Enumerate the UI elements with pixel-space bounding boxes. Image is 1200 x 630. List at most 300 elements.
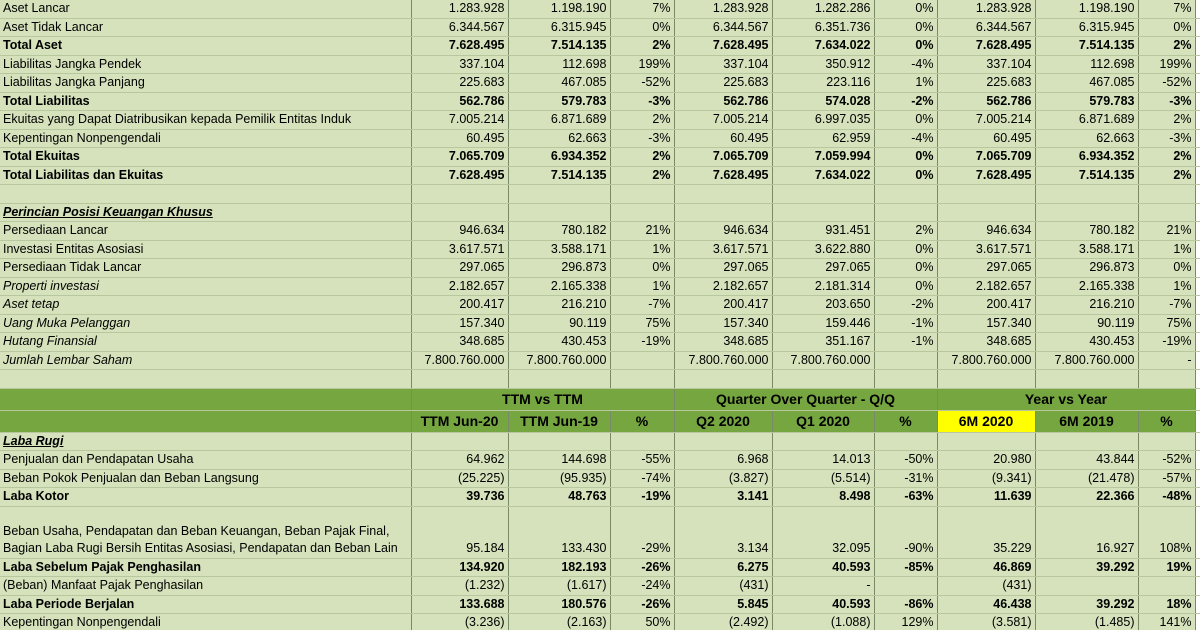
value-cell[interactable]: 60.495	[411, 129, 508, 148]
percent-change-cell[interactable]	[1138, 432, 1195, 451]
value-cell[interactable]: 48.763	[508, 488, 610, 507]
value-cell[interactable]	[772, 432, 874, 451]
value-cell[interactable]: 62.959	[772, 129, 874, 148]
percent-change-cell[interactable]	[874, 185, 937, 204]
percent-change-cell[interactable]	[874, 432, 937, 451]
value-cell[interactable]	[508, 432, 610, 451]
value-cell[interactable]: 348.685	[674, 333, 772, 352]
value-cell[interactable]: 579.783	[508, 92, 610, 111]
value-cell[interactable]: (431)	[937, 577, 1035, 596]
value-cell[interactable]: (3.236)	[411, 614, 508, 630]
value-cell[interactable]: 946.634	[674, 222, 772, 241]
value-cell[interactable]: (1.617)	[508, 577, 610, 596]
percent-change-cell[interactable]: -31%	[874, 469, 937, 488]
value-cell[interactable]: 90.119	[508, 314, 610, 333]
percent-change-cell[interactable]: -48%	[1138, 488, 1195, 507]
value-cell[interactable]: 7.628.495	[411, 37, 508, 56]
value-cell[interactable]: 182.193	[508, 558, 610, 577]
percent-change-cell[interactable]: -24%	[610, 577, 674, 596]
value-cell[interactable]: 157.340	[674, 314, 772, 333]
percent-change-cell[interactable]: -55%	[610, 451, 674, 470]
col-qoq-pct[interactable]: %	[874, 410, 937, 432]
value-cell[interactable]: 39.736	[411, 488, 508, 507]
percent-change-cell[interactable]: 0%	[874, 240, 937, 259]
percent-change-cell[interactable]: 0%	[874, 148, 937, 167]
percent-change-cell[interactable]: -26%	[610, 595, 674, 614]
percent-change-cell[interactable]: -52%	[610, 74, 674, 93]
value-cell[interactable]: 46.438	[937, 595, 1035, 614]
value-cell[interactable]: 62.663	[1035, 129, 1138, 148]
row-label-cell[interactable]: Persediaan Lancar	[0, 222, 411, 241]
value-cell[interactable]: (21.478)	[1035, 469, 1138, 488]
value-cell[interactable]: 579.783	[1035, 92, 1138, 111]
percent-change-cell[interactable]: -2%	[874, 92, 937, 111]
percent-change-cell[interactable]: -63%	[874, 488, 937, 507]
col-yoy-pct[interactable]: %	[1138, 410, 1195, 432]
value-cell[interactable]: 297.065	[772, 259, 874, 278]
value-cell[interactable]: (2.163)	[508, 614, 610, 630]
value-cell[interactable]: 11.639	[937, 488, 1035, 507]
value-cell[interactable]: 112.698	[1035, 55, 1138, 74]
value-cell[interactable]: 7.059.994	[772, 148, 874, 167]
value-cell[interactable]	[772, 370, 874, 389]
row-label-cell[interactable]: Beban Pokok Penjualan dan Beban Langsung	[0, 469, 411, 488]
row-label-cell[interactable]: Beban Usaha, Pendapatan dan Beban Keuangan, Beban Pajak Final, Bagian Laba Rugi Bersih Entitas Asosiasi, Pendapatan dan Beban Lain	[0, 506, 411, 558]
value-cell[interactable]: 296.873	[1035, 259, 1138, 278]
value-cell[interactable]: 780.182	[1035, 222, 1138, 241]
percent-change-cell[interactable]: 0%	[874, 18, 937, 37]
percent-change-cell[interactable]: 21%	[610, 222, 674, 241]
value-cell[interactable]: 7.800.760.000	[674, 351, 772, 370]
percent-change-cell[interactable]: 2%	[1138, 166, 1195, 185]
value-cell[interactable]: 6.934.352	[508, 148, 610, 167]
value-cell[interactable]: 7.005.214	[674, 111, 772, 130]
percent-change-cell[interactable]: 2%	[610, 37, 674, 56]
percent-change-cell[interactable]: 0%	[610, 18, 674, 37]
value-cell[interactable]: 1.282.286	[772, 0, 874, 18]
percent-change-cell[interactable]: 75%	[1138, 314, 1195, 333]
percent-change-cell[interactable]: 199%	[610, 55, 674, 74]
row-label-cell[interactable]: Penjualan dan Pendapatan Usaha	[0, 451, 411, 470]
value-cell[interactable]: 3.134	[674, 506, 772, 558]
value-cell[interactable]: 6.344.567	[674, 18, 772, 37]
percent-change-cell[interactable]: -	[1138, 351, 1195, 370]
row-label-cell[interactable]: Hutang Finansial	[0, 333, 411, 352]
row-label-cell[interactable]: Properti investasi	[0, 277, 411, 296]
value-cell[interactable]: 1.283.928	[411, 0, 508, 18]
value-cell[interactable]	[937, 203, 1035, 222]
value-cell[interactable]	[674, 432, 772, 451]
value-cell[interactable]: 60.495	[937, 129, 1035, 148]
value-cell[interactable]: 7.628.495	[674, 37, 772, 56]
value-cell[interactable]: 200.417	[674, 296, 772, 315]
value-cell[interactable]: 337.104	[674, 55, 772, 74]
value-cell[interactable]: 7.800.760.000	[772, 351, 874, 370]
value-cell[interactable]: 7.514.135	[508, 37, 610, 56]
percent-change-cell[interactable]: -7%	[1138, 296, 1195, 315]
value-cell[interactable]: 7.628.495	[674, 166, 772, 185]
value-cell[interactable]	[508, 203, 610, 222]
col-q1-2020[interactable]: Q1 2020	[772, 410, 874, 432]
percent-change-cell[interactable]: 1%	[1138, 240, 1195, 259]
value-cell[interactable]: 337.104	[937, 55, 1035, 74]
row-label-cell[interactable]: Liabilitas Jangka Pendek	[0, 55, 411, 74]
percent-change-cell[interactable]: -57%	[1138, 469, 1195, 488]
percent-change-cell[interactable]	[610, 185, 674, 204]
row-label-cell[interactable]: Liabilitas Jangka Panjang	[0, 74, 411, 93]
value-cell[interactable]: 946.634	[937, 222, 1035, 241]
value-cell[interactable]: 350.912	[772, 55, 874, 74]
percent-change-cell[interactable]: 19%	[1138, 558, 1195, 577]
percent-change-cell[interactable]: 2%	[1138, 111, 1195, 130]
row-label-cell[interactable]: Laba Periode Berjalan	[0, 595, 411, 614]
value-cell[interactable]: 3.617.571	[674, 240, 772, 259]
percent-change-cell[interactable]: 50%	[610, 614, 674, 630]
percent-change-cell[interactable]: 2%	[1138, 148, 1195, 167]
value-cell[interactable]: (9.341)	[937, 469, 1035, 488]
row-label-cell[interactable]: Total Aset	[0, 37, 411, 56]
value-cell[interactable]: 7.065.709	[937, 148, 1035, 167]
value-cell[interactable]	[772, 185, 874, 204]
value-cell[interactable]: 7.634.022	[772, 166, 874, 185]
value-cell[interactable]: 1.283.928	[674, 0, 772, 18]
value-cell[interactable]: 3.588.171	[508, 240, 610, 259]
percent-change-cell[interactable]: -1%	[874, 333, 937, 352]
percent-change-cell[interactable]: -90%	[874, 506, 937, 558]
value-cell[interactable]	[508, 185, 610, 204]
value-cell[interactable]: 14.013	[772, 451, 874, 470]
value-cell[interactable]	[411, 185, 508, 204]
value-cell[interactable]: 6.315.945	[1035, 18, 1138, 37]
value-cell[interactable]: 7.005.214	[937, 111, 1035, 130]
percent-change-cell[interactable]: -74%	[610, 469, 674, 488]
value-cell[interactable]: 7.514.135	[508, 166, 610, 185]
percent-change-cell[interactable]: -52%	[1138, 74, 1195, 93]
value-cell[interactable]: 64.962	[411, 451, 508, 470]
value-cell[interactable]: 6.934.352	[1035, 148, 1138, 167]
value-cell[interactable]: 6.275	[674, 558, 772, 577]
percent-change-cell[interactable]: 2%	[610, 111, 674, 130]
value-cell[interactable]: 3.141	[674, 488, 772, 507]
value-cell[interactable]: 8.498	[772, 488, 874, 507]
value-cell[interactable]: 2.181.314	[772, 277, 874, 296]
value-cell[interactable]	[772, 203, 874, 222]
percent-change-cell[interactable]: -3%	[1138, 92, 1195, 111]
value-cell[interactable]: 159.446	[772, 314, 874, 333]
value-cell[interactable]: (1.232)	[411, 577, 508, 596]
row-label-cell[interactable]: Perincian Posisi Keuangan Khusus	[0, 203, 411, 222]
percent-change-cell[interactable]: 1%	[610, 240, 674, 259]
value-cell[interactable]: 7.628.495	[411, 166, 508, 185]
header-group-yoy[interactable]: Year vs Year	[937, 388, 1195, 410]
header-blank-cell[interactable]	[0, 388, 411, 410]
value-cell[interactable]: 6.968	[674, 451, 772, 470]
value-cell[interactable]: 43.844	[1035, 451, 1138, 470]
value-cell[interactable]: (95.935)	[508, 469, 610, 488]
value-cell[interactable]: 946.634	[411, 222, 508, 241]
value-cell[interactable]: 180.576	[508, 595, 610, 614]
row-label-cell[interactable]: (Beban) Manfaat Pajak Penghasilan	[0, 577, 411, 596]
row-label-cell[interactable]: Kepentingan Nonpengendali	[0, 129, 411, 148]
value-cell[interactable]: 1.283.928	[937, 0, 1035, 18]
value-cell[interactable]: 20.980	[937, 451, 1035, 470]
percent-change-cell[interactable]	[874, 203, 937, 222]
value-cell[interactable]: 16.927	[1035, 506, 1138, 558]
percent-change-cell[interactable]: 199%	[1138, 55, 1195, 74]
value-cell[interactable]: 348.685	[937, 333, 1035, 352]
value-cell[interactable]: 225.683	[674, 74, 772, 93]
value-cell[interactable]: 157.340	[937, 314, 1035, 333]
row-label-cell[interactable]: Total Liabilitas	[0, 92, 411, 111]
value-cell[interactable]: 60.495	[674, 129, 772, 148]
percent-change-cell[interactable]: -50%	[874, 451, 937, 470]
percent-change-cell[interactable]: 108%	[1138, 506, 1195, 558]
value-cell[interactable]: 62.663	[508, 129, 610, 148]
header-group-ttm[interactable]: TTM vs TTM	[411, 388, 674, 410]
value-cell[interactable]: 7.065.709	[674, 148, 772, 167]
percent-change-cell[interactable]: 0%	[874, 259, 937, 278]
value-cell[interactable]: 95.184	[411, 506, 508, 558]
row-label-cell[interactable]: Investasi Entitas Asosiasi	[0, 240, 411, 259]
percent-change-cell[interactable]: 2%	[610, 166, 674, 185]
value-cell[interactable]: 7.800.760.000	[937, 351, 1035, 370]
value-cell[interactable]: 7.800.760.000	[1035, 351, 1138, 370]
value-cell[interactable]: 6.351.736	[772, 18, 874, 37]
value-cell[interactable]: 133.688	[411, 595, 508, 614]
value-cell[interactable]: (5.514)	[772, 469, 874, 488]
row-label-cell[interactable]: Aset Tidak Lancar	[0, 18, 411, 37]
value-cell[interactable]: 39.292	[1035, 595, 1138, 614]
percent-change-cell[interactable]: -19%	[610, 333, 674, 352]
value-cell[interactable]	[1035, 577, 1138, 596]
value-cell[interactable]: 7.628.495	[937, 166, 1035, 185]
value-cell[interactable]: 216.210	[508, 296, 610, 315]
value-cell[interactable]: 7.634.022	[772, 37, 874, 56]
value-cell[interactable]: 430.453	[508, 333, 610, 352]
percent-change-cell[interactable]	[874, 351, 937, 370]
value-cell[interactable]: 562.786	[674, 92, 772, 111]
row-label-cell[interactable]: Laba Kotor	[0, 488, 411, 507]
row-label-cell[interactable]	[0, 185, 411, 204]
value-cell[interactable]: 134.920	[411, 558, 508, 577]
percent-change-cell[interactable]: -1%	[874, 314, 937, 333]
value-cell[interactable]: 112.698	[508, 55, 610, 74]
value-cell[interactable]	[1035, 185, 1138, 204]
value-cell[interactable]: 7.065.709	[411, 148, 508, 167]
value-cell[interactable]: 1.198.190	[508, 0, 610, 18]
percent-change-cell[interactable]: 0%	[874, 277, 937, 296]
value-cell[interactable]: 6.344.567	[937, 18, 1035, 37]
value-cell[interactable]: 3.617.571	[411, 240, 508, 259]
value-cell[interactable]	[674, 185, 772, 204]
value-cell[interactable]: 6.871.689	[508, 111, 610, 130]
percent-change-cell[interactable]: -86%	[874, 595, 937, 614]
percent-change-cell[interactable]: 0%	[1138, 18, 1195, 37]
value-cell[interactable]: 3.588.171	[1035, 240, 1138, 259]
value-cell[interactable]: (25.225)	[411, 469, 508, 488]
value-cell[interactable]: -	[772, 577, 874, 596]
percent-change-cell[interactable]	[1138, 577, 1195, 596]
value-cell[interactable]: 2.182.657	[411, 277, 508, 296]
percent-change-cell[interactable]: -3%	[1138, 129, 1195, 148]
percent-change-cell[interactable]: 1%	[1138, 277, 1195, 296]
row-label-cell[interactable]: Laba Sebelum Pajak Penghasilan	[0, 558, 411, 577]
value-cell[interactable]: 39.292	[1035, 558, 1138, 577]
percent-change-cell[interactable]: 1%	[610, 277, 674, 296]
percent-change-cell[interactable]	[1138, 203, 1195, 222]
value-cell[interactable]	[411, 432, 508, 451]
row-label-cell[interactable]: Kepentingan Nonpengendali	[0, 614, 411, 630]
row-label-cell[interactable]: Persediaan Tidak Lancar	[0, 259, 411, 278]
value-cell[interactable]: 780.182	[508, 222, 610, 241]
value-cell[interactable]: 297.065	[674, 259, 772, 278]
percent-change-cell[interactable]: -7%	[610, 296, 674, 315]
row-label-cell[interactable]: Total Ekuitas	[0, 148, 411, 167]
value-cell[interactable]: 7.005.214	[411, 111, 508, 130]
value-cell[interactable]: 5.845	[674, 595, 772, 614]
row-label-cell[interactable]: Aset tetap	[0, 296, 411, 315]
percent-change-cell[interactable]: -4%	[874, 55, 937, 74]
value-cell[interactable]: 3.622.880	[772, 240, 874, 259]
value-cell[interactable]: 430.453	[1035, 333, 1138, 352]
value-cell[interactable]: 351.167	[772, 333, 874, 352]
value-cell[interactable]: 133.430	[508, 506, 610, 558]
percent-change-cell[interactable]	[1138, 185, 1195, 204]
col-q2-2020[interactable]: Q2 2020	[674, 410, 772, 432]
value-cell[interactable]: 203.650	[772, 296, 874, 315]
value-cell[interactable]	[508, 370, 610, 389]
value-cell[interactable]: 200.417	[411, 296, 508, 315]
percent-change-cell[interactable]	[874, 370, 937, 389]
value-cell[interactable]: 2.182.657	[674, 277, 772, 296]
value-cell[interactable]: 40.593	[772, 595, 874, 614]
value-cell[interactable]: 1.198.190	[1035, 0, 1138, 18]
percent-change-cell[interactable]: -3%	[610, 129, 674, 148]
value-cell[interactable]	[1035, 203, 1138, 222]
value-cell[interactable]	[674, 203, 772, 222]
value-cell[interactable]: 296.873	[508, 259, 610, 278]
percent-change-cell[interactable]: 21%	[1138, 222, 1195, 241]
value-cell[interactable]: 2.165.338	[1035, 277, 1138, 296]
value-cell[interactable]: 144.698	[508, 451, 610, 470]
percent-change-cell[interactable]: 75%	[610, 314, 674, 333]
percent-change-cell[interactable]: 0%	[874, 111, 937, 130]
col-ttm-jun20[interactable]: TTM Jun-20	[411, 410, 508, 432]
percent-change-cell[interactable]: 2%	[610, 148, 674, 167]
value-cell[interactable]: 40.593	[772, 558, 874, 577]
value-cell[interactable]	[1035, 370, 1138, 389]
percent-change-cell[interactable]	[874, 577, 937, 596]
percent-change-cell[interactable]: 7%	[1138, 0, 1195, 18]
value-cell[interactable]: 157.340	[411, 314, 508, 333]
value-cell[interactable]: 337.104	[411, 55, 508, 74]
value-cell[interactable]: 200.417	[937, 296, 1035, 315]
percent-change-cell[interactable]: 18%	[1138, 595, 1195, 614]
percent-change-cell[interactable]: -2%	[874, 296, 937, 315]
value-cell[interactable]: 7.800.760.000	[411, 351, 508, 370]
value-cell[interactable]: 7.514.135	[1035, 166, 1138, 185]
col-ttm-jun19[interactable]: TTM Jun-19	[508, 410, 610, 432]
percent-change-cell[interactable]: 2%	[874, 222, 937, 241]
value-cell[interactable]: 467.085	[1035, 74, 1138, 93]
value-cell[interactable]: 562.786	[411, 92, 508, 111]
value-cell[interactable]: 467.085	[508, 74, 610, 93]
value-cell[interactable]: 216.210	[1035, 296, 1138, 315]
col-6m-2020-selected[interactable]: 6M 2020	[937, 410, 1035, 432]
percent-change-cell[interactable]	[610, 370, 674, 389]
value-cell[interactable]	[937, 432, 1035, 451]
value-cell[interactable]	[411, 370, 508, 389]
percent-change-cell[interactable]: -19%	[1138, 333, 1195, 352]
row-label-cell[interactable]	[0, 370, 411, 389]
value-cell[interactable]: (3.581)	[937, 614, 1035, 630]
value-cell[interactable]: 6.871.689	[1035, 111, 1138, 130]
value-cell[interactable]: 6.344.567	[411, 18, 508, 37]
row-label-cell[interactable]: Aset Lancar	[0, 0, 411, 18]
percent-change-cell[interactable]: -19%	[610, 488, 674, 507]
percent-change-cell[interactable]: -3%	[610, 92, 674, 111]
value-cell[interactable]: 574.028	[772, 92, 874, 111]
row-label-cell[interactable]: Total Liabilitas dan Ekuitas	[0, 166, 411, 185]
value-cell[interactable]: (431)	[674, 577, 772, 596]
value-cell[interactable]: 297.065	[411, 259, 508, 278]
percent-change-cell[interactable]: 0%	[874, 0, 937, 18]
value-cell[interactable]: 7.514.135	[1035, 37, 1138, 56]
header-group-qoq[interactable]: Quarter Over Quarter - Q/Q	[674, 388, 937, 410]
value-cell[interactable]	[937, 185, 1035, 204]
percent-change-cell[interactable]: -29%	[610, 506, 674, 558]
value-cell[interactable]: 46.869	[937, 558, 1035, 577]
value-cell[interactable]: (1.088)	[772, 614, 874, 630]
percent-change-cell[interactable]: 0%	[1138, 259, 1195, 278]
percent-change-cell[interactable]: 0%	[874, 37, 937, 56]
percent-change-cell[interactable]: -26%	[610, 558, 674, 577]
value-cell[interactable]: 32.095	[772, 506, 874, 558]
value-cell[interactable]: 2.165.338	[508, 277, 610, 296]
value-cell[interactable]: 223.116	[772, 74, 874, 93]
percent-change-cell[interactable]: 129%	[874, 614, 937, 630]
value-cell[interactable]: 6.315.945	[508, 18, 610, 37]
percent-change-cell[interactable]	[1138, 370, 1195, 389]
percent-change-cell[interactable]: -85%	[874, 558, 937, 577]
col-6m-2019[interactable]: 6M 2019	[1035, 410, 1138, 432]
percent-change-cell[interactable]: 1%	[874, 74, 937, 93]
value-cell[interactable]: (1.485)	[1035, 614, 1138, 630]
value-cell[interactable]: 35.229	[937, 506, 1035, 558]
value-cell[interactable]	[674, 370, 772, 389]
value-cell[interactable]	[937, 370, 1035, 389]
value-cell[interactable]: (2.492)	[674, 614, 772, 630]
percent-change-cell[interactable]: -52%	[1138, 451, 1195, 470]
value-cell[interactable]: 7.800.760.000	[508, 351, 610, 370]
row-label-cell[interactable]: Ekuitas yang Dapat Diatribusikan kepada Pemilik Entitas Induk	[0, 111, 411, 130]
row-label-cell[interactable]: Jumlah Lembar Saham	[0, 351, 411, 370]
col-ttm-pct[interactable]: %	[610, 410, 674, 432]
percent-change-cell[interactable]: 2%	[1138, 37, 1195, 56]
value-cell[interactable]: 225.683	[411, 74, 508, 93]
value-cell[interactable]	[411, 203, 508, 222]
percent-change-cell[interactable]: 141%	[1138, 614, 1195, 630]
value-cell[interactable]	[1035, 432, 1138, 451]
value-cell[interactable]: 3.617.571	[937, 240, 1035, 259]
value-cell[interactable]: 6.997.035	[772, 111, 874, 130]
header-blank-cell[interactable]	[0, 410, 411, 432]
percent-change-cell[interactable]	[610, 432, 674, 451]
percent-change-cell[interactable]: 0%	[874, 166, 937, 185]
percent-change-cell[interactable]: 7%	[610, 0, 674, 18]
value-cell[interactable]: 348.685	[411, 333, 508, 352]
percent-change-cell[interactable]: 0%	[610, 259, 674, 278]
